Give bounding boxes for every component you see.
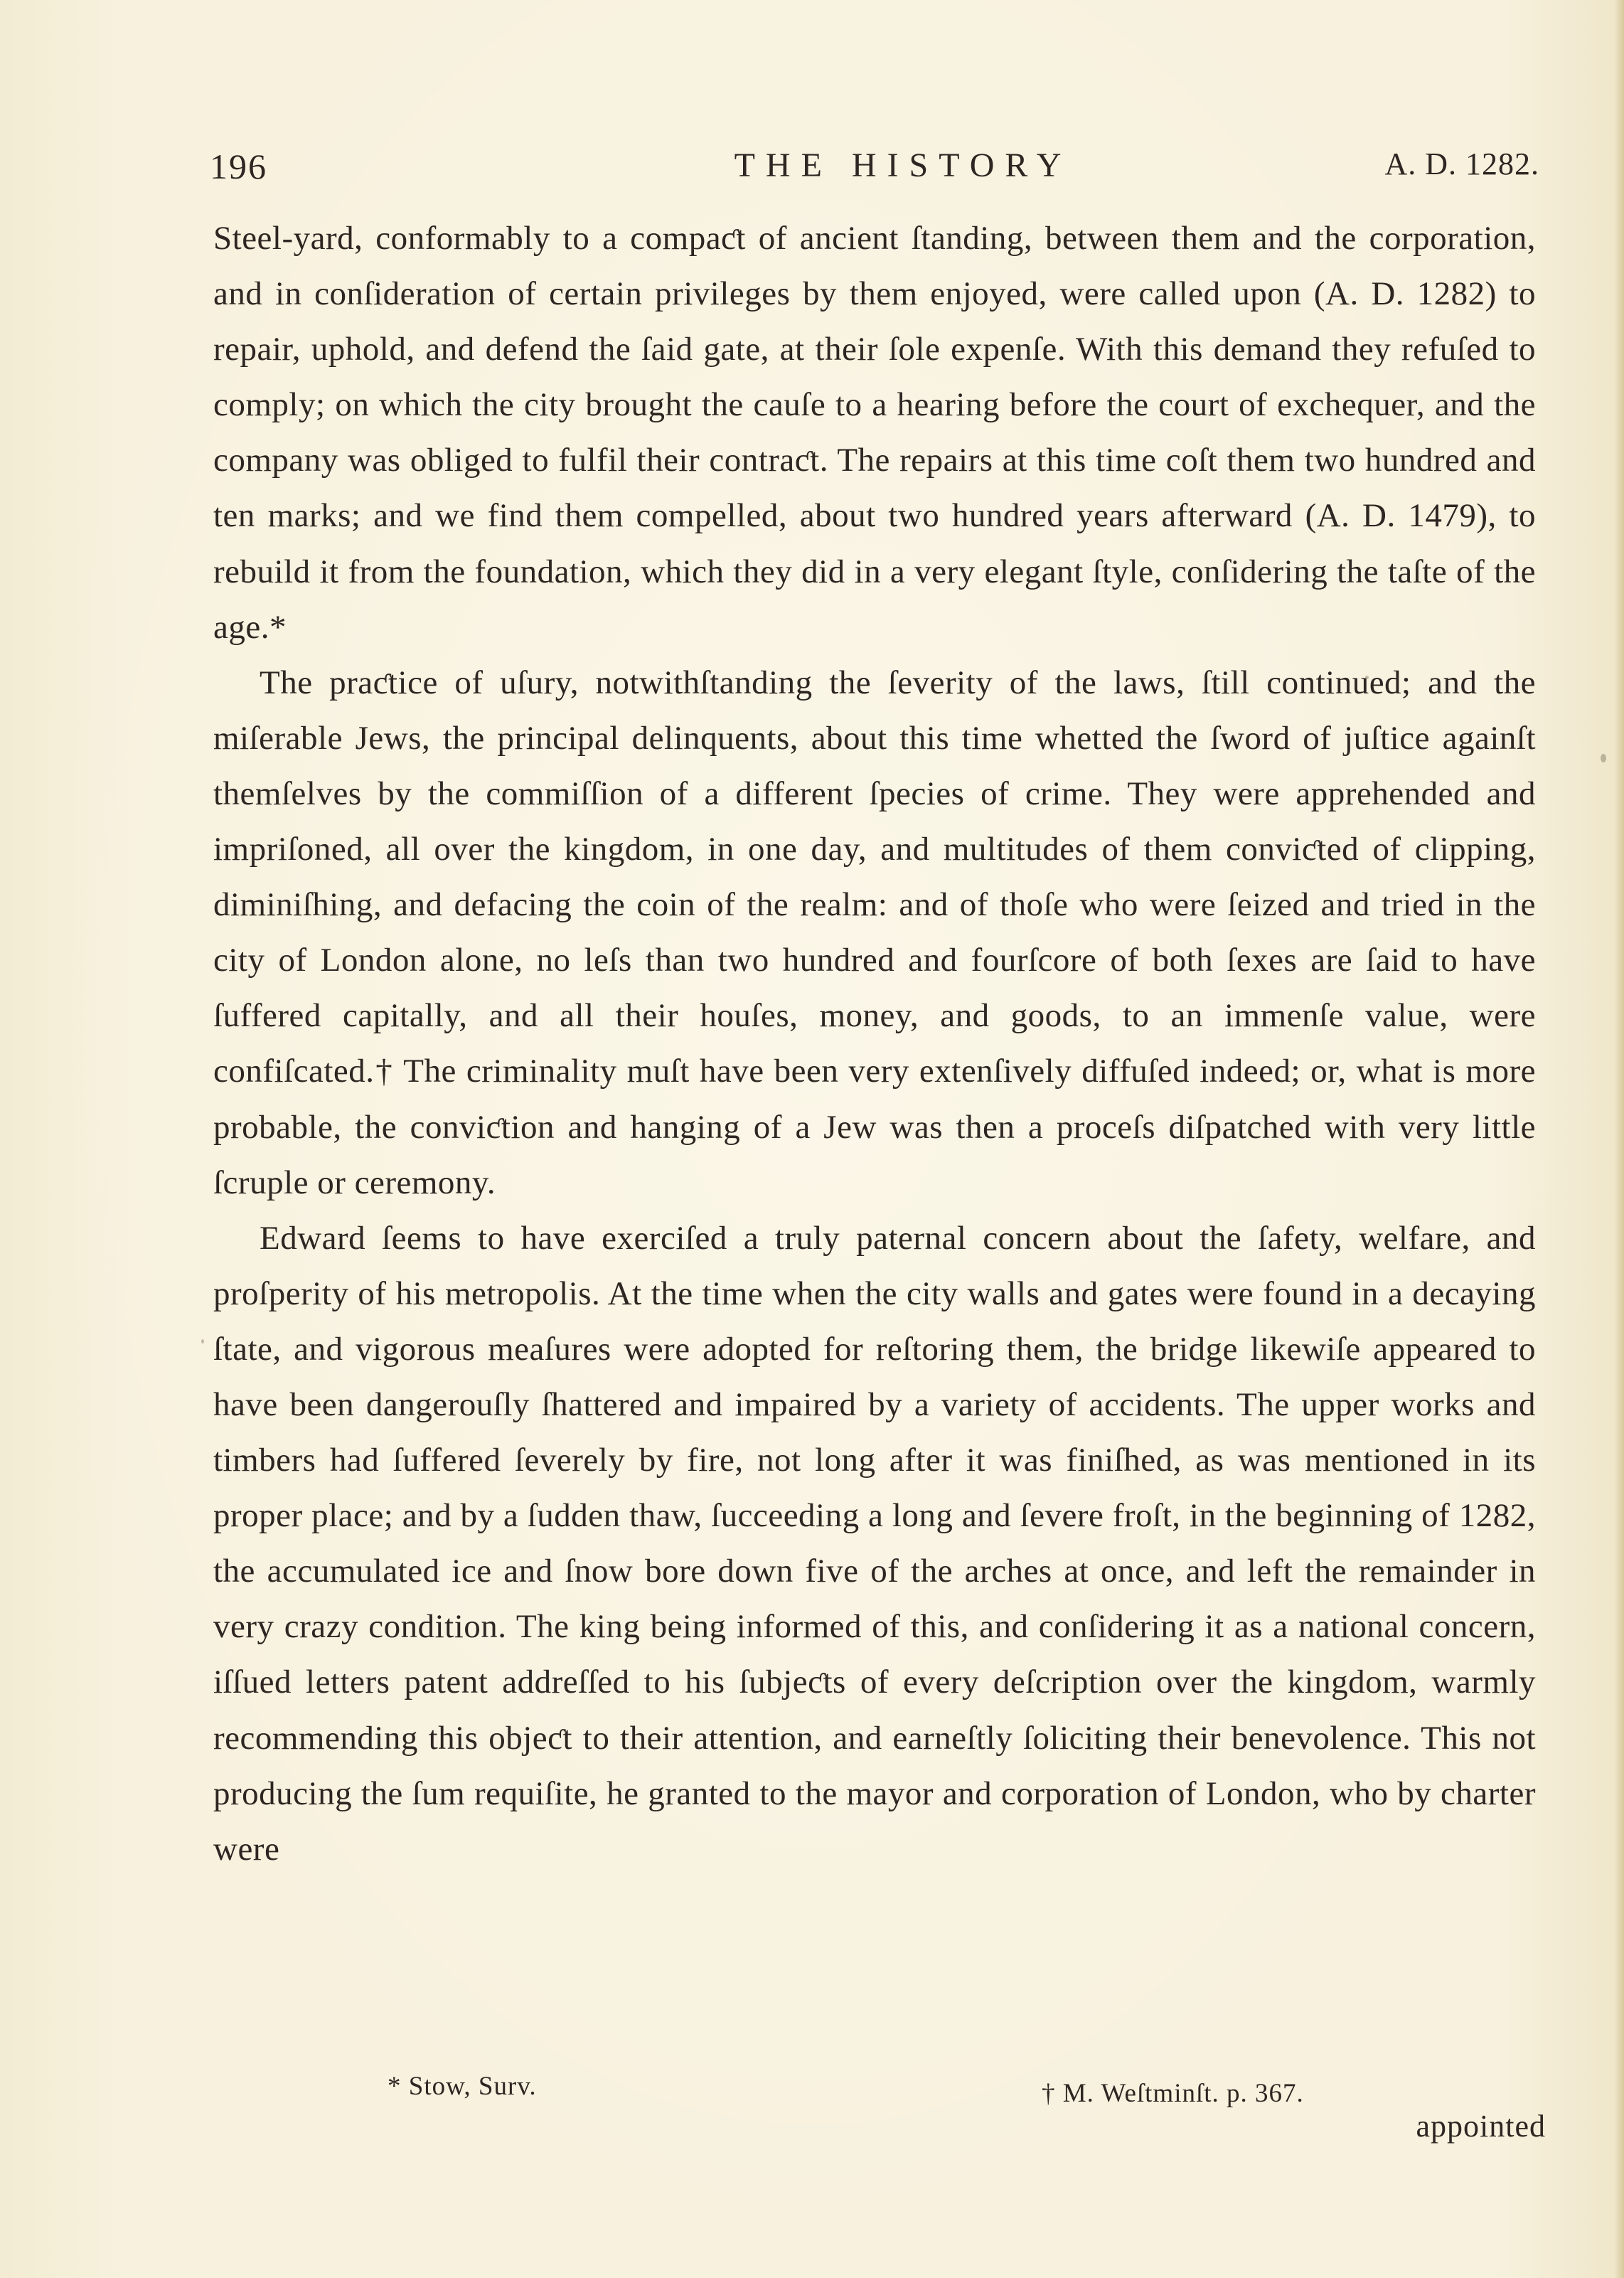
- paper-speck: [1601, 754, 1606, 762]
- page-gutter-shadow: [1614, 0, 1624, 2278]
- paper-speck: [1365, 676, 1369, 679]
- paper-speck: [201, 1339, 204, 1343]
- paragraph-bridge: Edward ſeems to have exerciſed a truly paternal concern about the ſafety, welfare, and proſperity of his metropolis. At the time when the city walls and gates were found in a decaying ſtate, and vigorous meaſures were adopted for reſtoring them, the bridge likewiſe appeared to have been dangerouſly ſhattered and impaired by a variety of accidents. The upper works and timbers had ſuffered ſeverely by fire, not long after it was finiſhed, as was mentioned in its proper place; and by a ſudden thaw, ſucceeding a long and ſevere froſt, in the beginning of 1282, the accumulated ice and ſnow bore down five of the arches at once, and left the remainder in very crazy condition. The king being informed of this, and conſidering it as a national concern, iſſued letters patent addreſſed to his ſubjeƈts of every deſcription over the kingdom, warmly recommending this objeƈt to their attention, and earneſtly ſoliciting their benevolence. This not producing the ſum requiſite, he granted to the mayor and corporation of London, who by charter were: [213, 1219, 1536, 1868]
- page-number: 196: [210, 147, 267, 186]
- footnote-westminster: † M. Weſtminſt. p. 367.: [1042, 2079, 1304, 2108]
- running-header: [210, 146, 1539, 196]
- catchword: appointed: [1416, 2109, 1546, 2144]
- footnote-stow: * Stow, Surv.: [388, 2072, 537, 2101]
- date-reference: A. D. 1282.: [1384, 147, 1539, 181]
- running-title: THE HISTORY: [734, 147, 1072, 184]
- paragraph-usury: The praƈtice of uſury, notwithſtanding the ſeverity of the laws, ſtill continued; and the miſerable Jews, the principal delinquents, about this time whetted the ſword of juſtice againſt themſelves by the commiſſion of a different ſpecies of crime. They were apprehended and impriſoned, all over the kingdom, in one day, and multitudes of them conviƈted of clipping, diminiſhing, and defacing the coin of the realm: and of thoſe who were ſeized and tried in the city of London alone, no leſs than two hundred and fourſcore of both ſexes are ſaid to have ſuffered capitally, and all their houſes, money, and goods, to an immenſe value, were confiſcated.† The criminality muſt have been very extenſively diffuſed indeed; or, what is more probable, the conviƈtion and hanging of a Jew was then a proceſs diſpatched with very little ſcruple or ceremony.: [213, 664, 1536, 1201]
- body-text: [213, 211, 1536, 1877]
- footnotes: [388, 2063, 1454, 2108]
- paragraph-steel-yard: Steel-yard, conformably to a compaƈt of ancient ſtanding, between them and the corporation, and in conſideration of certain privileges by them enjoyed, were called upon (A. D. 1282) to repair, uphold, and defend the ſaid gate, at their ſole expenſe. With this demand they refuſed to comply; on which the city brought the cauſe to a hearing before the court of exchequer, and the company was obliged to fulfil their contraƈt. The repairs at this time coſt them two hundred and ten marks; and we find them compelled, about two hundred years afterward (A. D. 1479), to rebuild it from the foundation, which they did in a very elegant ſtyle, conſidering the taſte of the age.*: [213, 220, 1536, 646]
